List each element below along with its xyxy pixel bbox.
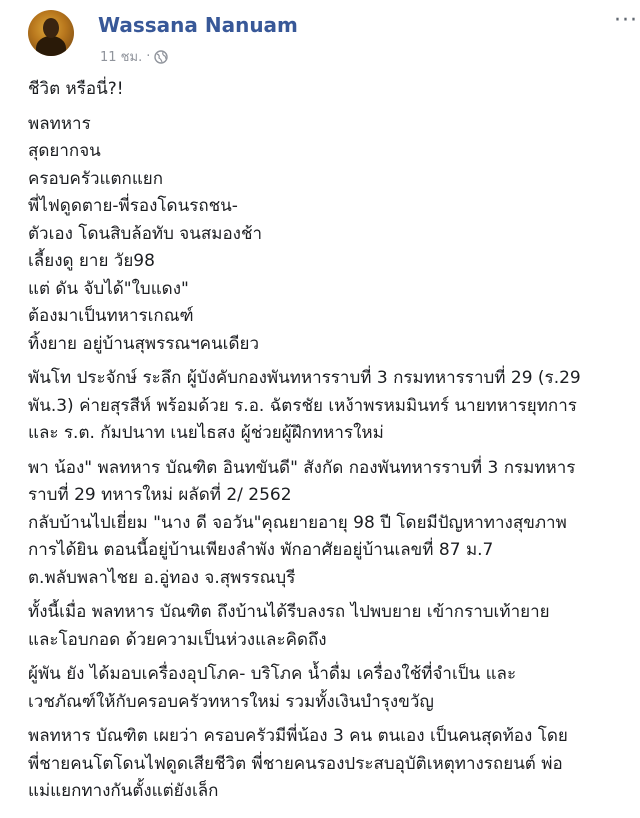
paragraph-arrival [28, 599, 628, 654]
post-timestamp[interactable]: 11 ชม. [100, 50, 143, 65]
paragraph-line: พันโท ประจักษ์ ระลึก ผู้บังคับกองพันทหารราบที่ 3 กรมทหารราบที่ 29 (ร.29 [28, 368, 581, 388]
paragraph-line: และโอบกอด ด้วยความเป็นห่วงและคิดถึง [28, 629, 327, 650]
stanza-line: ตัวเอง โดนสิบล้อทับ จนสมองช้า [28, 223, 263, 244]
post-title: ชีวิต หรือนี่?! [28, 79, 124, 99]
paragraph-line: ต.พลับพลาไชย อ.อู่ทอง จ.สุพรรณบุรี [28, 567, 296, 588]
paragraph-line: พา น้อง" พลทหาร บัณฑิต อินทขันดี" สังกัด กองพันทหารราบที่ 3 กรมทหาร [28, 457, 576, 478]
poem-stanza [28, 111, 628, 359]
paragraph-family [28, 723, 628, 806]
stanza-line: สุดยากจน [28, 141, 101, 161]
paragraph-line: ทั้งนี้เมื่อ พลทหาร บัณฑิต ถึงบ้านได้รีบลงรถ ไปพบยาย เข้ากราบเท้ายาย [28, 602, 550, 622]
stanza-line: ต้องมาเป็นทหารเกณฑ์ [28, 306, 194, 326]
stanza-line: ทิ้งยาย อยู่บ้านสุพรรณฯคนเดียว [28, 333, 260, 354]
paragraph-donation [28, 661, 628, 716]
stanza-line: พี่ไฟดูดตาย-พี่รองโดนรถชน- [28, 196, 238, 216]
meta-separator: · [146, 49, 151, 64]
paragraph-line: การได้ยิน ตอนนี้อยู่บ้านเพียงลำพัง พักอาศัยอยู่บ้านเลขที่ 87 ม.7 [28, 540, 494, 560]
post-body [28, 76, 628, 813]
paragraph-line: และ ร.ต. กัมปนาท เนยไธสง ผู้ช่วยผู้ฝึกทหารใหม่ [28, 423, 384, 443]
post-meta [100, 46, 168, 67]
paragraph-line: พี่ชายคนโตโดนไฟดูดเสียชีวิต พี่ชายคนรองประสบอุบัติเหตุทางรถยนต์ พ่อ [28, 753, 563, 774]
avatar-figure-body [36, 36, 66, 56]
globe-icon[interactable] [154, 50, 168, 64]
paragraph-visit [28, 455, 628, 593]
stanza-line: แต่ ดัน จับได้"ใบแดง" [28, 278, 189, 299]
paragraph-line: ราบที่ 29 ทหารใหม่ ผลัดที่ 2/ 2562 [28, 485, 292, 505]
more-options-icon[interactable]: ··· [614, 8, 638, 33]
paragraph-line: พัน.3) ค่ายสุรสีห์ พร้อมด้วย ร.อ. ฉัตรชัย เหง้าพรหมมินทร์ นายทหารยุทการ [28, 395, 577, 416]
paragraph-commander [28, 365, 628, 448]
paragraph-line: ผู้พัน ยัง ได้มอบเครื่องอุปโภค- บริโภค น้ำดื่ม เครื่องใช้ที่จำเป็น และ [28, 664, 517, 684]
avatar-figure-head [43, 18, 59, 38]
post-header [14, 4, 638, 68]
paragraph-line: เวชภัณฑ์ให้กับครอบครัวทหารใหม่ รวมทั้งเงินบำรุงขวัญ [28, 691, 434, 712]
stanza-line: เลี้ยงดู ยาย วัย98 [28, 251, 155, 271]
author-name-link[interactable]: Wassana Nanuam [98, 13, 298, 37]
paragraph-line: พลทหาร บัณฑิต เผยว่า ครอบครัวมีพี่น้อง 3 คน ตนเอง เป็นคนสุดท้อง โดย [28, 726, 568, 746]
stanza-line: พลทหาร [28, 113, 91, 134]
stanza-line: ครอบครัวแตกแยก [28, 168, 164, 189]
paragraph-line: กลับบ้านไปเยี่ยม "นาง ดี จอวัน"คุณยายอายุ 98 ปี โดยมีปัญหาทางสุขภาพ [28, 512, 567, 533]
paragraph-line: แม่แยกทางกันตั้งแต่ยังเล็ก [28, 781, 219, 801]
author-avatar[interactable] [28, 10, 74, 56]
